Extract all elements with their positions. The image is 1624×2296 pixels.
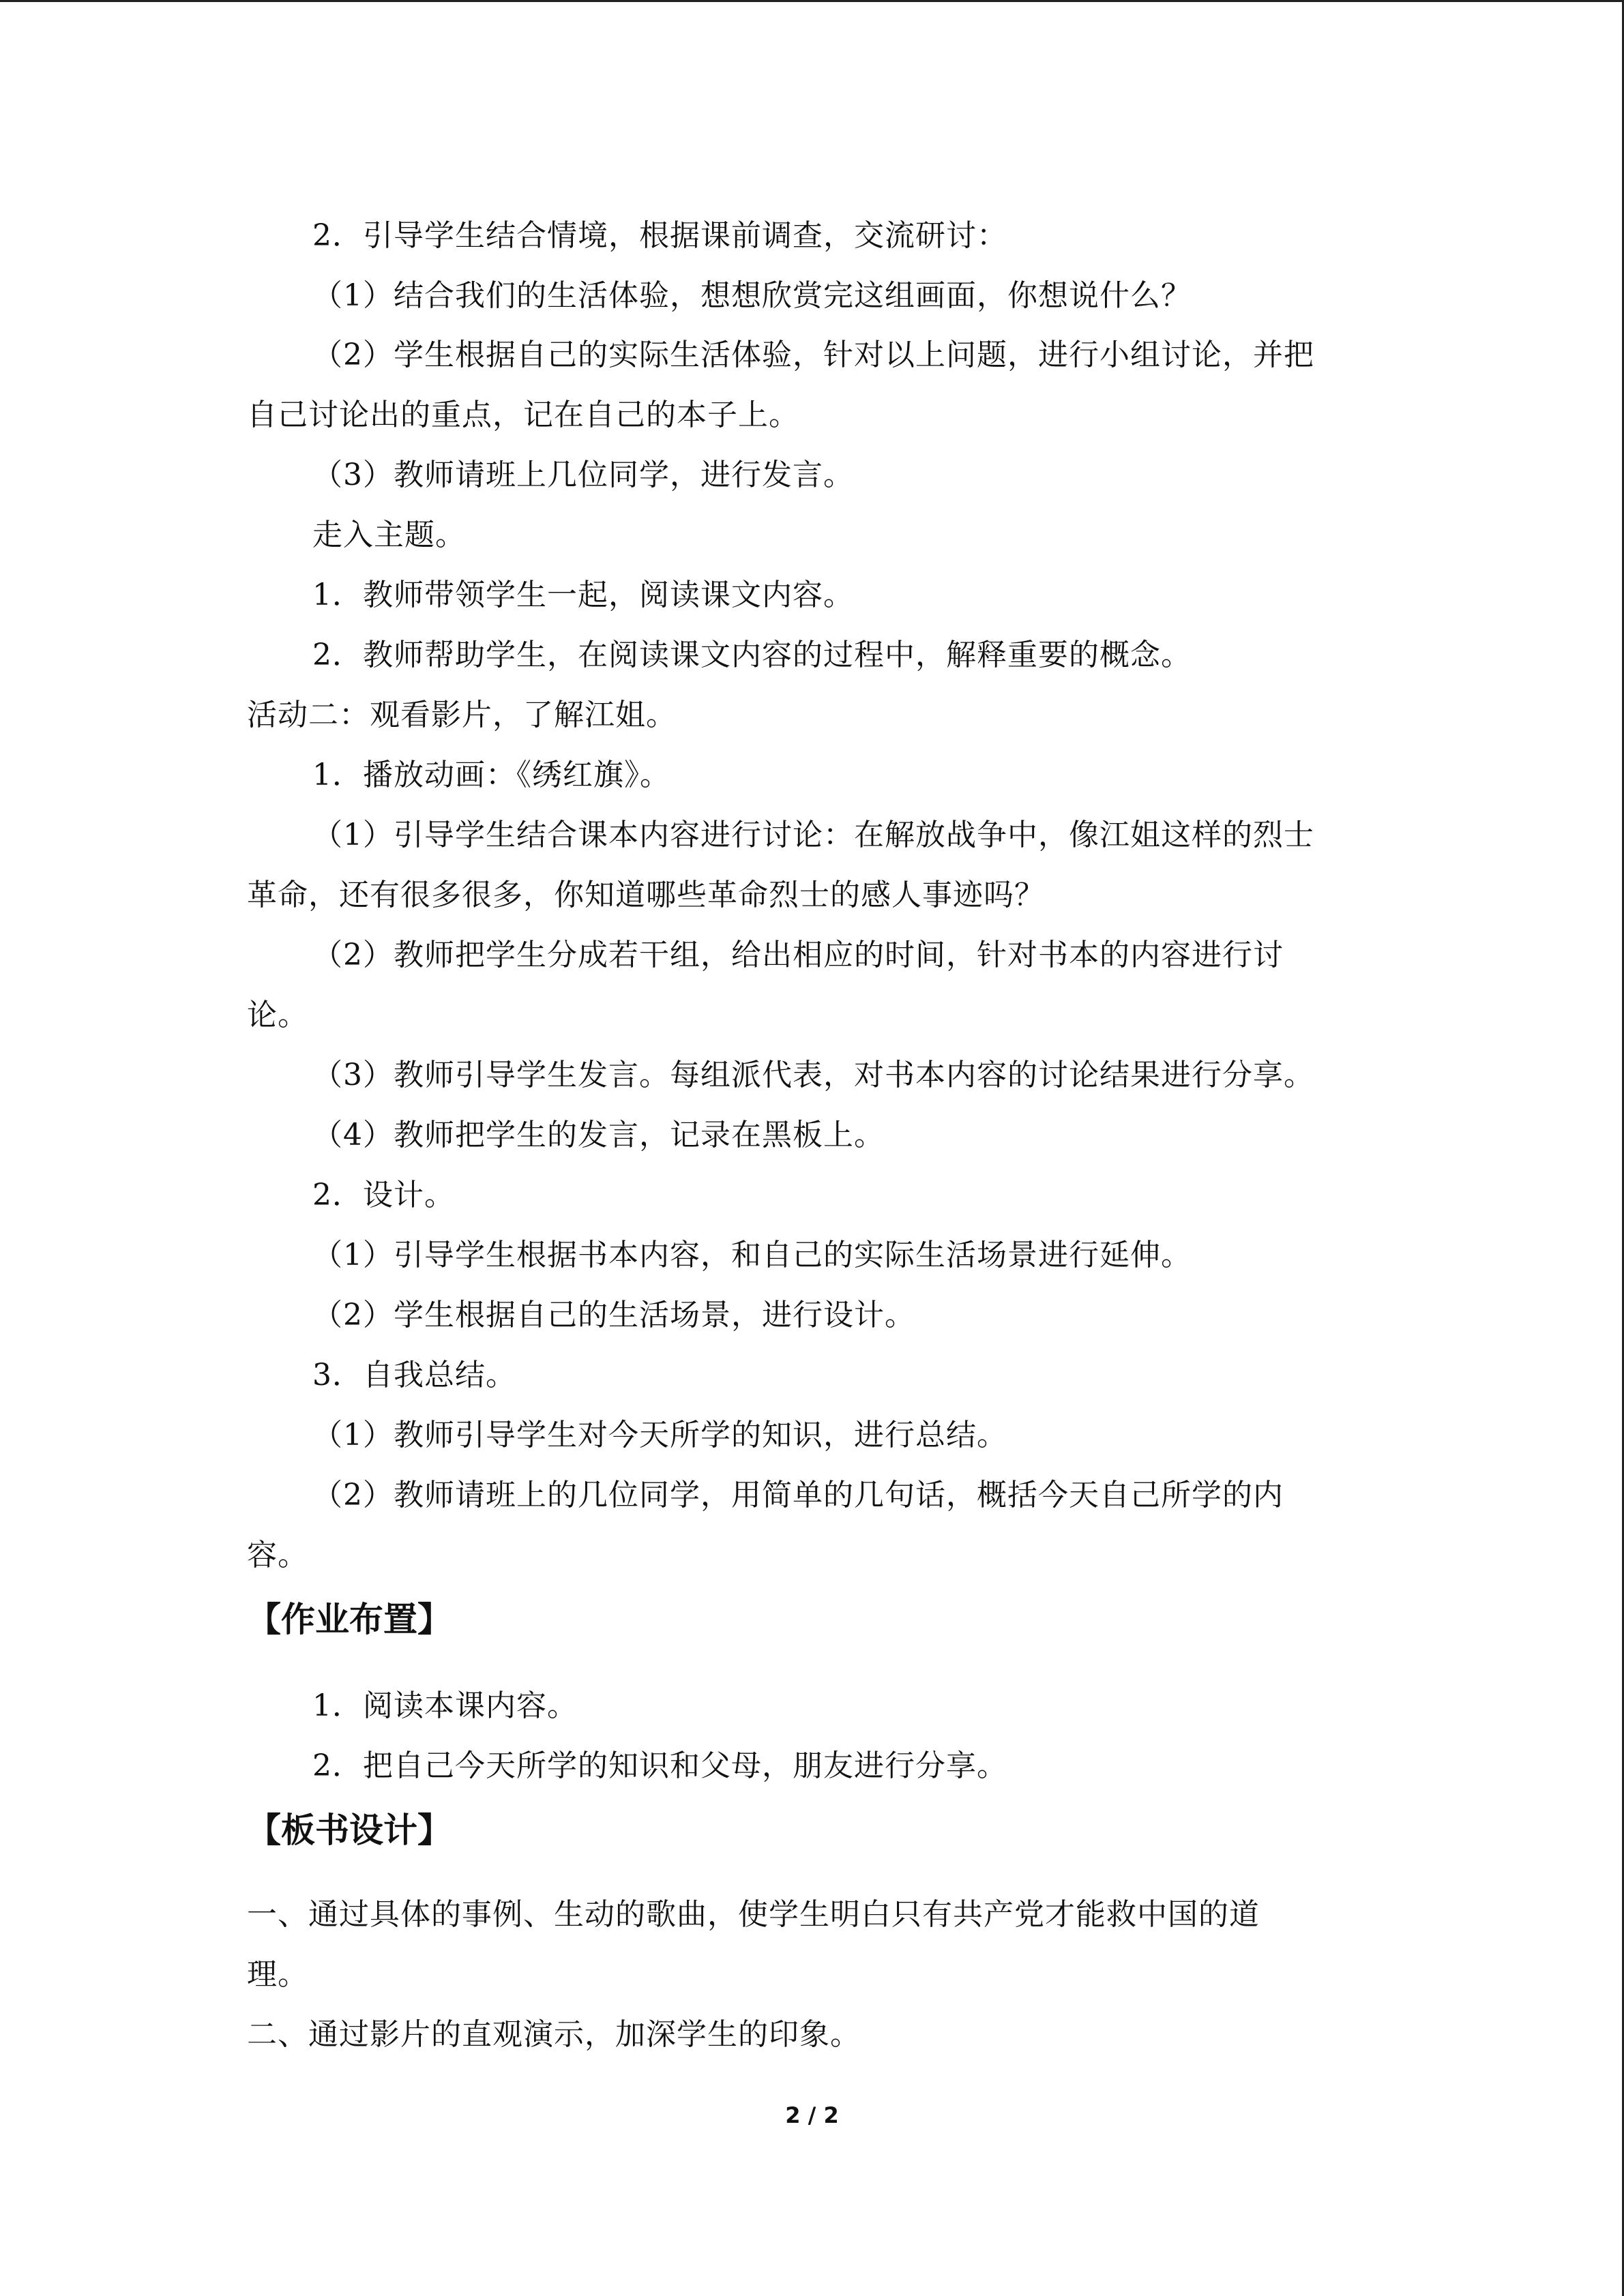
homework-item-2: 2．把自己今天所学的知识和父母，朋友进行分享。 xyxy=(312,1748,1007,1783)
board-item-1: 一、通过具体的事例、生动的歌曲，使学生明白只有共产党才能救中国的道 xyxy=(247,1897,1260,1932)
paragraph-item-2-cont: 自己讨论出的重点，记在自己的本子上。 xyxy=(247,398,799,432)
paragraph-item-1: （1）结合我们的生活体验，想想欣赏完这组画面，你想说什么？ xyxy=(312,278,1192,313)
paragraph-self-summary: 3．自我总结。 xyxy=(312,1358,516,1392)
paragraph-discuss-1: （1）引导学生结合课本内容进行讨论：在解放战争中，像江姐这样的烈士 xyxy=(312,818,1314,852)
page-number: 2 / 2 xyxy=(785,2102,839,2128)
paragraph-design-1: （1）引导学生根据书本内容，和自己的实际生活场景进行延伸。 xyxy=(312,1238,1192,1272)
paragraph-topic-1: 1．教师带领学生一起，阅读课文内容。 xyxy=(312,578,854,612)
paragraph-summary-1: （1）教师引导学生对今天所学的知识，进行总结。 xyxy=(312,1418,1007,1452)
paragraph-discuss-3: （3）教师引导学生发言。每组派代表，对书本内容的讨论结果进行分享。 xyxy=(312,1058,1314,1092)
homework-item-1: 1．阅读本课内容。 xyxy=(312,1688,578,1723)
paragraph-play-animation: 1．播放动画：《绣红旗》。 xyxy=(312,758,670,792)
board-item-2: 二、通过影片的直观演示，加深学生的印象。 xyxy=(247,2017,861,2052)
paragraph-item-3: （3）教师请班上几位同学，进行发言。 xyxy=(312,458,854,492)
paragraph-step-2-intro: 2．引导学生结合情境，根据课前调查，交流研讨： xyxy=(312,218,1007,253)
board-design-heading: 【板书设计】 xyxy=(247,1810,452,1850)
paragraph-discuss-2-cont: 论。 xyxy=(247,998,308,1032)
paragraph-design: 2．设计。 xyxy=(312,1178,455,1212)
homework-heading: 【作业布置】 xyxy=(247,1600,452,1639)
paragraph-item-2: （2）学生根据自己的实际生活体验，针对以上问题，进行小组讨论，并把 xyxy=(312,338,1314,372)
paragraph-enter-topic: 走入主题。 xyxy=(312,518,466,552)
paragraph-summary-2: （2）教师请班上的几位同学，用简单的几句话，概括今天自己所学的内 xyxy=(312,1478,1284,1512)
paragraph-discuss-2: （2）教师把学生分成若干组，给出相应的时间，针对书本的内容进行讨 xyxy=(312,938,1284,972)
board-item-1-cont: 理。 xyxy=(247,1957,308,1992)
paragraph-topic-2: 2．教师帮助学生，在阅读课文内容的过程中，解释重要的概念。 xyxy=(312,638,1192,672)
paragraph-design-2: （2）学生根据自己的生活场景，进行设计。 xyxy=(312,1298,915,1332)
paragraph-summary-2-cont: 容。 xyxy=(247,1538,308,1572)
paragraph-discuss-4: （4）教师把学生的发言，记录在黑板上。 xyxy=(312,1118,885,1152)
paragraph-activity-2: 活动二：观看影片，了解江姐。 xyxy=(247,698,677,732)
paragraph-discuss-1-cont: 革命，还有很多很多，你知道哪些革命烈士的感人事迹吗？ xyxy=(247,878,1045,912)
